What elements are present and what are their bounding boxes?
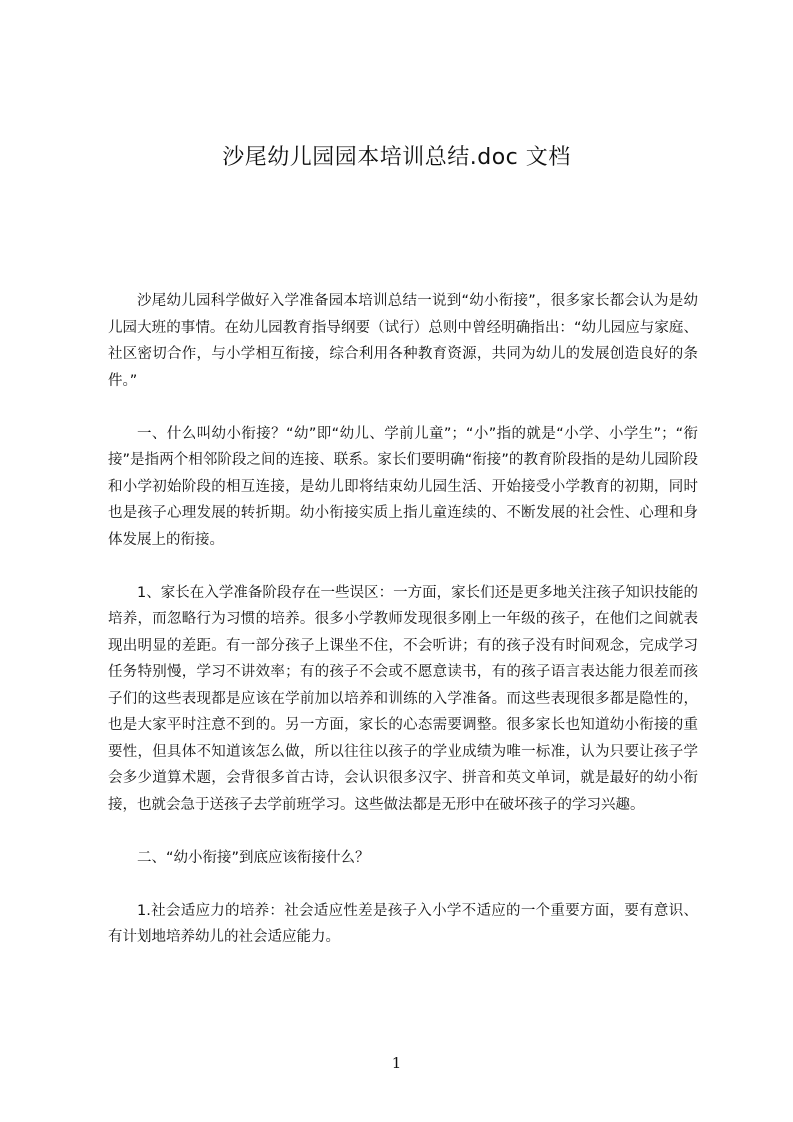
- paragraph-definition: 一、什么叫幼小衔接？“幼”即“幼儿、学前儿童”；“小”指的就是“小学、小学生”；“衔接”是指两个相邻阶段之间的连接、联系。家长们要明确“衔接”的教育阶段指的是幼儿园阶段和小学初始阶段的相互连接，是幼儿即将结束幼儿园生活、开始接受小学教育的初期，同时也是孩子心理发展的转折期。幼小衔接实质上指儿童连续的、不断发展的社会性、心理和身体发展上的衔接。: [108, 425, 698, 548]
- paragraph-misconceptions: 1、家长在入学准备阶段存在一些误区：一方面，家长们还是更多地关注孩子知识技能的培养，而忽略行为习惯的培养。很多小学教师发现很多刚上一年级的孩子，在他们之间就表现出明显的差距。有一部分孩子上课坐不住，不会听讲；有的孩子没有时间观念，完成学习任务特别慢，学习不讲效率；有的孩子不会或不愿意读书，有的孩子语言表达能力很差而孩子们的这些表现都是应该在学前加以培养和训练的入学准备。而这些表现很多都是隐性的，也是大家平时注意不到的。另一方面，家长的心态需要调整。很多家长也知道幼小衔接的重要性，但具体不知道该怎么做，所以往往以孩子的学业成绩为唯一标准，认为只要让孩子学会多少道算术题，会背很多首古诗，会认识很多汉字、拼音和英文单词，就是最好的幼小衔接，也就会急于送孩子去学前班学习。这些做法都是无形中在破坏孩子的学习兴趣。: [108, 584, 698, 813]
- document-title: 沙尾幼儿园园本培训总结.doc 文档: [222, 145, 571, 170]
- paragraph-intro: 沙尾幼儿园科学做好入学准备园本培训总结一说到“幼小衔接”，很多家长都会认为是幼儿园大班的事情。在幼儿园教育指导纲要（试行）总则中曾经明确指出：“幼儿园应与家庭、社区密切合作，与小学相互衔接，综合利用各种教育资源，共同为幼儿的发展创造良好的条件。”: [108, 293, 698, 389]
- section-heading-two: 二、“幼小衔接”到底应该衔接什么？: [137, 849, 370, 866]
- paragraph-spacer: [108, 553, 698, 580]
- paragraph-social-adaptation: 1.社会适应力的培养：社会适应性差是孩子入小学不适应的一个重要方面，要有意识、有计划地培养幼儿的社会适应能力。: [108, 902, 698, 945]
- page-number: 1: [391, 1054, 402, 1072]
- paragraph-spacer: [108, 871, 698, 898]
- paragraph-spacer: [108, 394, 698, 421]
- paragraph-spacer: [108, 818, 698, 845]
- document-body: [108, 288, 698, 951]
